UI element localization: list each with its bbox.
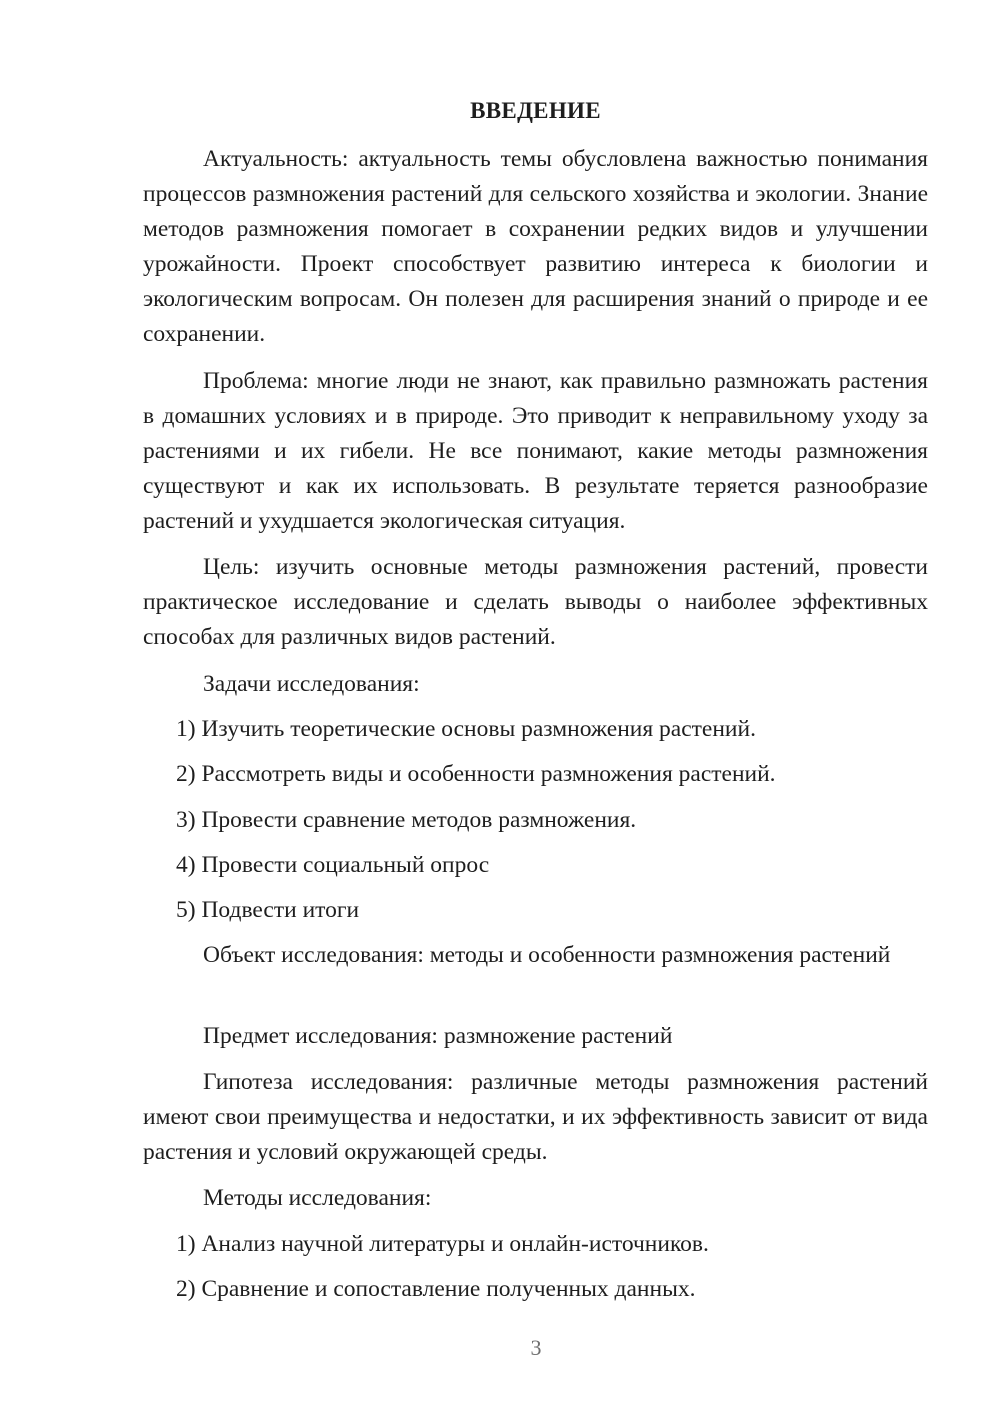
task-item-1: 1) Изучить теоретические основы размножения растений. [176,716,756,742]
method-item-1: 1) Анализ научной литературы и онлайн-источников. [176,1231,709,1257]
page-number: 3 [530,1335,542,1360]
method-item-2: 2) Сравнение и сопоставление полученных данных. [176,1276,696,1302]
relevance-paragraph: Актуальность: актуальность темы обусловлена важностью понимания процессов размножения растений для сельского хозяйства и экологии. Знание методов размножения помогает в сохранении редких видов и улучшении урожайности. Проект способствует развитию интереса к биологии и экологическим вопросам. Он полезен для расширения знаний о природе и ее сохранении. [143,146,928,347]
tasks-heading: Задачи исследования: [203,671,420,697]
section-title: ВВЕДЕНИЕ [470,98,601,123]
task-item-2: 2) Рассмотреть виды и особенности размножения растений. [176,761,776,787]
object-paragraph: Объект исследования: методы и особенности размножения растений [203,942,891,968]
problem-paragraph: Проблема: многие люди не знают, как правильно размножать растения в домашних условиях и в природе. Это приводит к неправильному уходу за растениями и их гибели. Не все понимают, какие методы размножения существуют и как их использовать. В результате теряется разнообразие растений и ухудшается экологическая ситуация. [143,368,928,534]
task-item-3: 3) Провести сравнение методов размножения. [176,807,637,833]
subject-paragraph: Предмет исследования: размножение растений [203,1023,673,1049]
task-item-4: 4) Провести социальный опрос [176,852,490,878]
task-item-5: 5) Подвести итоги [176,897,360,923]
hypothesis-paragraph: Гипотеза исследования: различные методы размножения растений имеют свои преимущества и недостатки, и их эффективность зависит от вида растения и условий окружающей среды. [143,1069,928,1165]
methods-heading: Методы исследования: [203,1185,432,1211]
goal-paragraph: Цель: изучить основные методы размножения растений, провести практическое исследование и сделать выводы о наиболее эффективных способах для различных видов растений. [143,554,928,650]
